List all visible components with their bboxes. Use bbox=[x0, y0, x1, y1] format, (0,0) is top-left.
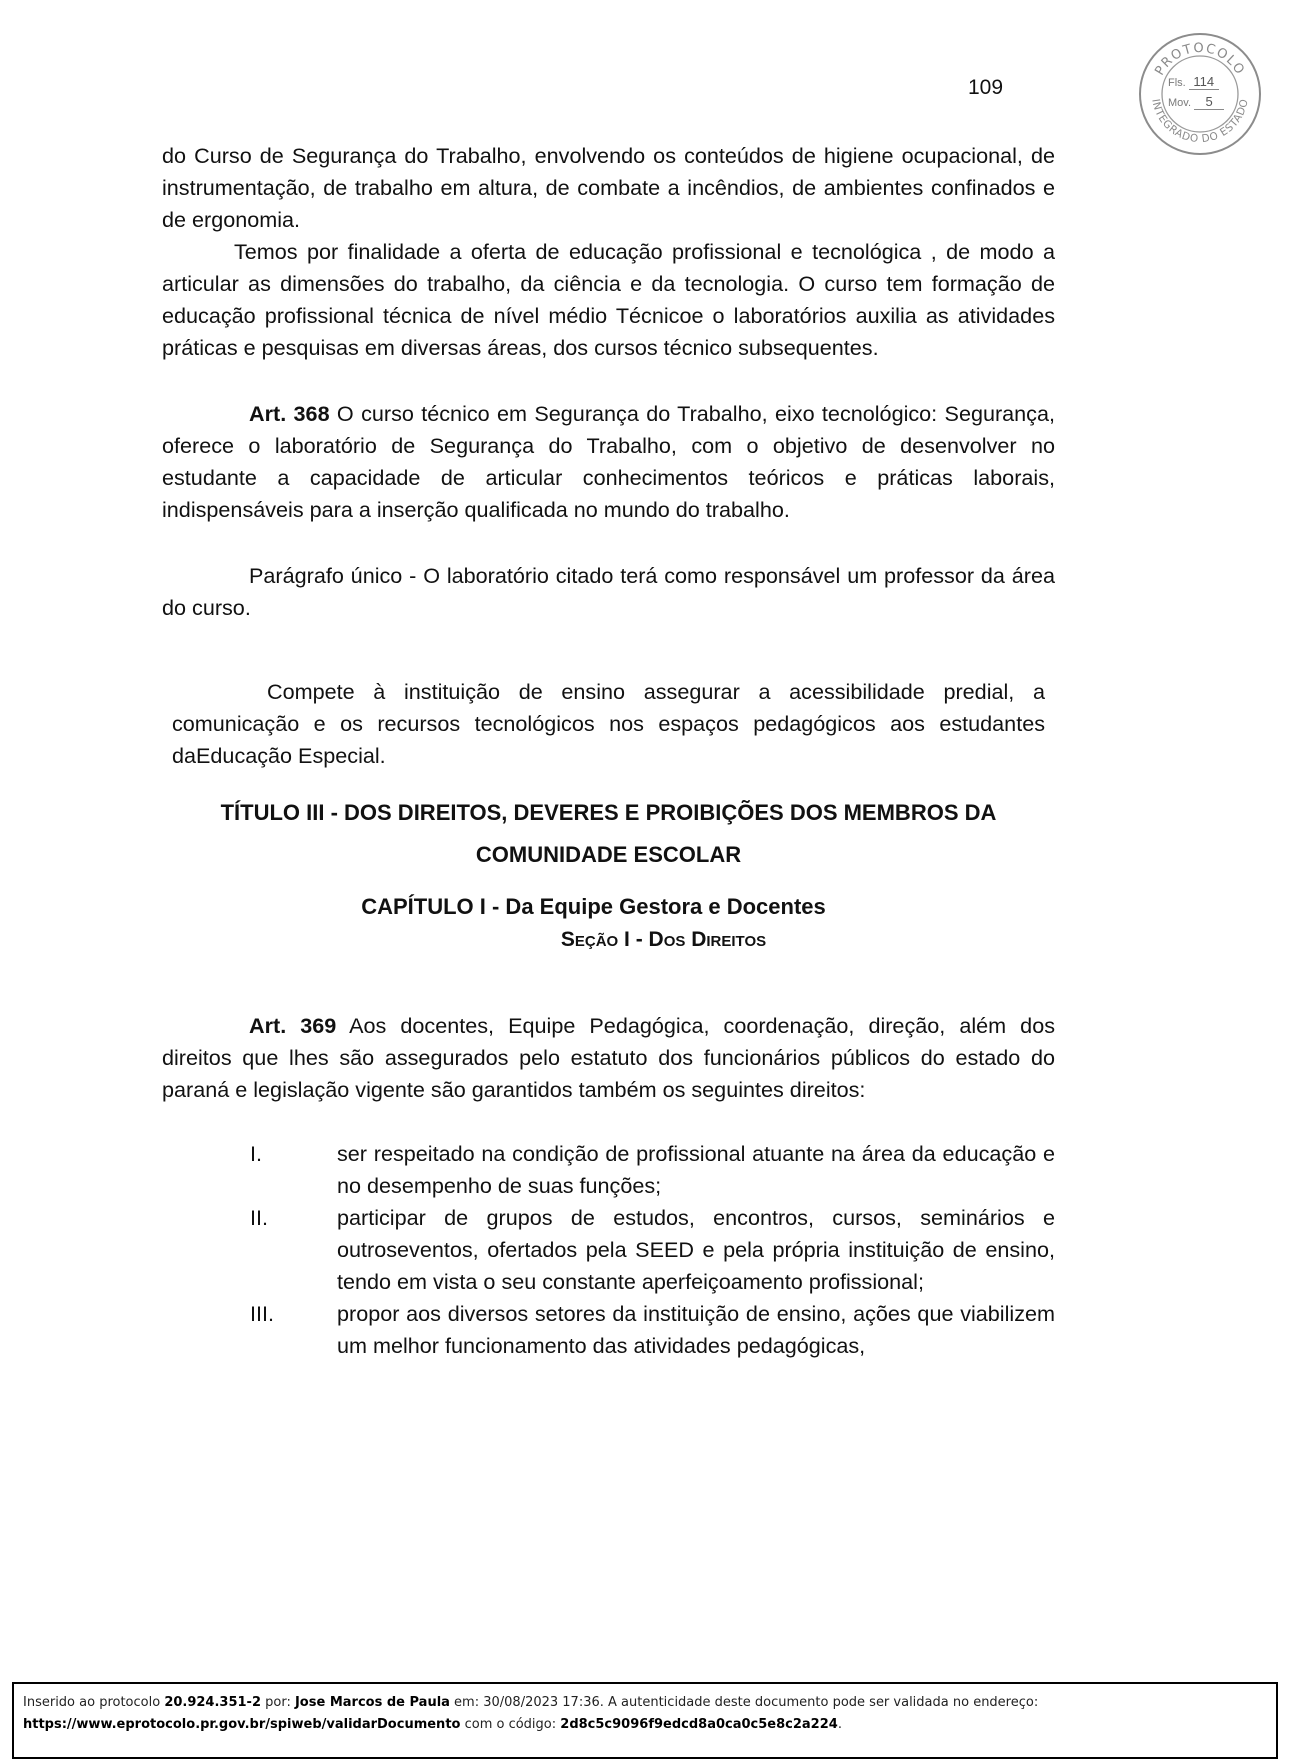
footer-validation-url[interactable]: https://www.eprotocolo.pr.gov.br/spiweb/validarDocumento bbox=[23, 1717, 461, 1732]
list-item-text: propor aos diversos setores da instituição de ensino, ações que viabilizem um melhor funcionamento das atividades pedagógicas, bbox=[337, 1301, 1055, 1358]
secao-heading: Seção I - Dos Direitos bbox=[560, 928, 767, 951]
paragraph-finalidade: Temos por finalidade a oferta de educação profissional e tecnológica , de modo a articular as dimensões do trabalho, da ciência e da tecnologia. O curso tem formação de educação profissional técnica de nível médio Técnicoe o laboratórios auxilia as atividades práticas e pesquisas em diversas áreas, dos cursos técnico subsequentes. bbox=[162, 239, 1055, 360]
page-number: 109 bbox=[968, 76, 1004, 99]
document-body bbox=[162, 140, 1055, 1362]
rights-list bbox=[162, 1138, 1055, 1362]
titulo-heading-line2: COMUNIDADE ESCOLAR bbox=[475, 842, 742, 867]
article-369-number: Art. 369 bbox=[249, 1013, 337, 1038]
article-368 bbox=[162, 398, 1055, 526]
list-item-text: participar de grupos de estudos, encontros, cursos, seminários e outroseventos, ofertados pela SEED e pela própria instituição de ensino, tendo em vista o seu constante aperfeiçoamento profissional; bbox=[337, 1205, 1055, 1294]
footer-author: Jose Marcos de Paula bbox=[294, 1695, 450, 1710]
paragrafo-unico: Parágrafo único - O laboratório citado terá como responsável um professor da área do curso. bbox=[162, 563, 1055, 620]
article-369 bbox=[162, 1010, 1055, 1106]
list-item-number: III. bbox=[250, 1301, 274, 1326]
article-368-number: Art. 368 bbox=[249, 401, 330, 426]
footer-line-1: Inserido ao protocolo 20.924.351-2 por: Jose Marcos de Paula em: 30/08/2023 17:36. A autenticidade deste documento pode ser validada no endereço: bbox=[23, 1695, 1039, 1710]
titulo-heading-line1: TÍTULO III - DOS DIREITOS, DEVERES E PROIBIÇÕES DOS MEMBROS DA bbox=[220, 800, 997, 825]
article-369-text: Aos docentes, Equipe Pedagógica, coordenação, direção, além dos direitos que lhes são assegurados pelo estatuto dos funcionários públicos do estado do paraná e legislação vigente são garantidos também os seguintes direitos: bbox=[162, 1013, 1055, 1102]
protocol-stamp bbox=[1138, 32, 1262, 156]
list-item-text: ser respeitado na condição de profissional atuante na área da educação e no desempenho de suas funções; bbox=[337, 1141, 1055, 1198]
authenticity-footer bbox=[12, 1682, 1278, 1759]
footer-protocol-number: 20.924.351-2 bbox=[164, 1695, 261, 1710]
footer-line-2: https://www.eprotocolo.pr.gov.br/spiweb/validarDocumento com o código: 2d8c5c9096f9edcd8a0ca0c5e8c2a224. bbox=[23, 1717, 842, 1732]
footer-validation-code: 2d8c5c9096f9edcd8a0ca0c5e8c2a224 bbox=[560, 1717, 838, 1732]
paragraph-curso: do Curso de Segurança do Trabalho, envolvendo os conteúdos de higiene ocupacional, de instrumentação, de trabalho em altura, de combate a incêndios, de ambientes confinados e de ergonomia. bbox=[162, 143, 1055, 232]
list-item bbox=[162, 1298, 1055, 1362]
stamp-fls: Fls. 114 bbox=[1168, 74, 1219, 90]
list-item bbox=[162, 1138, 1055, 1202]
list-item bbox=[162, 1202, 1055, 1298]
article-368-text: O curso técnico em Segurança do Trabalho, eixo tecnológico: Segurança, oferece o laboratório de Segurança do Trabalho, com o objetivo de desenvolver no estudante a capacidade de articular conhecimentos teóricos e práticas laborais, indispensáveis para a inserção qualificada no mundo do trabalho. bbox=[162, 401, 1055, 522]
list-item-number: II. bbox=[250, 1205, 268, 1230]
paragraph-compete: Compete à instituição de ensino assegurar a acessibilidade predial, a comunicação e os recursos tecnológicos nos espaços pedagógicos aos estudantes daEducação Especial. bbox=[172, 679, 1045, 768]
stamp-mov: Mov. 5 bbox=[1168, 94, 1224, 110]
list-item-number: I. bbox=[250, 1141, 262, 1166]
svg-text:INTEGRADO DO ESTADO: INTEGRADO DO ESTADO bbox=[1149, 97, 1251, 146]
svg-text:PROTOCOLO: PROTOCOLO bbox=[1152, 40, 1248, 79]
capitulo-heading: CAPÍTULO I - Da Equipe Gestora e Docentes bbox=[361, 894, 826, 919]
